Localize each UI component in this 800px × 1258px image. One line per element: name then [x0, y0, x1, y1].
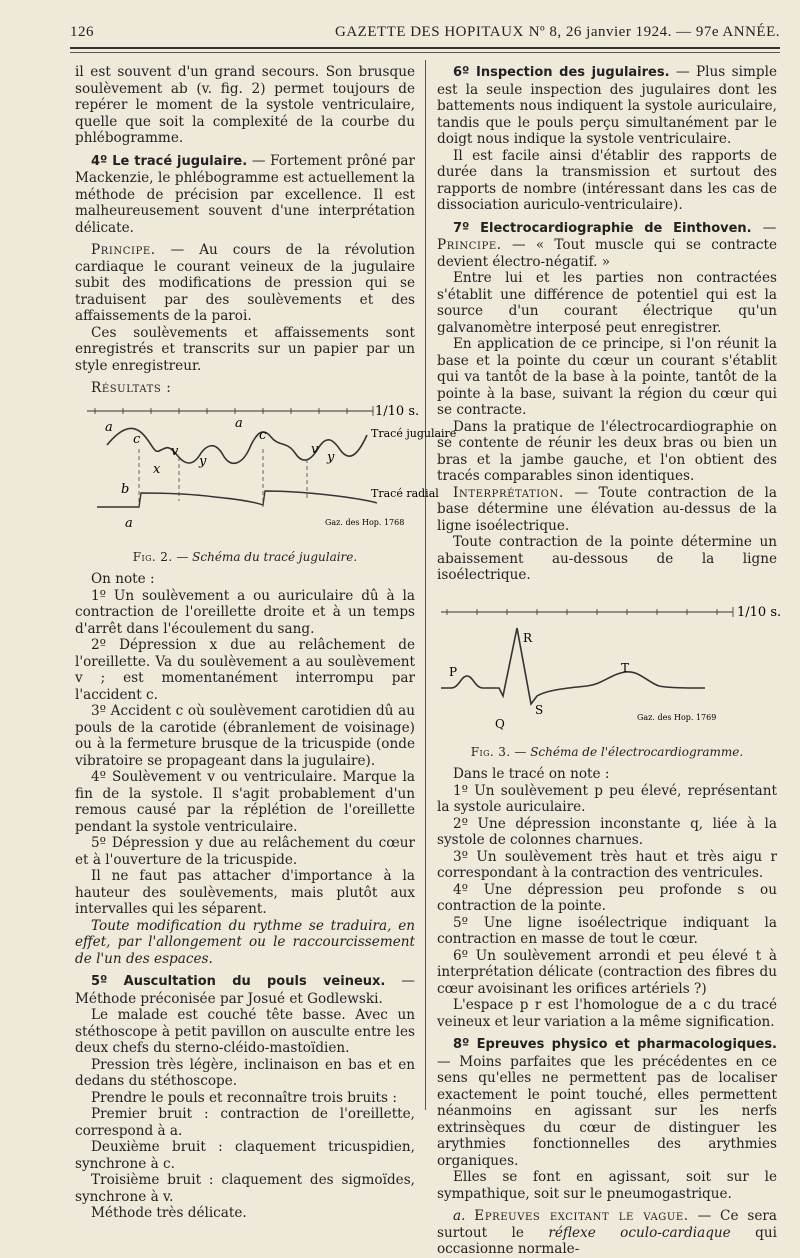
letter-x: x: [153, 461, 161, 477]
subheading: Epreuves excitant le vague.: [474, 1208, 689, 1224]
paragraph: On note :: [91, 571, 155, 587]
section-heading: 6º Inspection des jugulaires.: [453, 65, 670, 80]
paragraph: a. Epreuves excitant le vague. — Ce sera surtout le réflexe oculo-cardiaque qui occasionne normale-: [437, 1208, 777, 1257]
letter-s: S: [535, 702, 544, 717]
figure-credit: Gaz. des Hop. 1768: [325, 517, 405, 527]
paragraph: Interprétation. — Toute contraction de la base détermine une élévation au-dessus de la ligne isoélectrique.: [437, 484, 777, 534]
section-heading: 7º Electrocardiographie de Einthoven.: [453, 220, 752, 236]
paragraph: L'espace p r est l'homologue de a c du tracé veineux et leur variation a la même signification.: [437, 997, 777, 1030]
scale-label: 1/10 s.: [737, 604, 782, 620]
letter-c: c: [133, 431, 141, 447]
paragraph: Ces soulèvements et affaissements sont enregistrés et transcrits sur un papier par un style enregistreur.: [75, 324, 415, 374]
page-number: 126: [70, 24, 94, 40]
ecg-curve: [441, 628, 705, 704]
list-item: 4º Soulèvement v ou ventriculaire. Marque la fin de la systole. Il s'agit probablement d'un remous causé par la réplétion de l'oreillette pendant la systole ventriculaire.: [75, 769, 415, 835]
paragraph: 6º Inspection des jugulaires. — Plus simple est la seule inspection des jugulaires dont les battements nous indiquent la systole auriculaire, tandis que le pouls perçu simultanément par le doigt nous indique la systole ventriculaire.: [437, 64, 777, 147]
paragraph: Toute contraction de la pointe détermine un abaissement au-dessous de la ligne isoélectrique.: [437, 534, 777, 583]
column-divider: [425, 60, 426, 1110]
left-column: [75, 64, 457, 1222]
list-item: 2º Dépression x due au relâchement de l'oreillette. Va du soulèvement a au soulèvement v ; est momentanément interrompu par l'accident c.: [75, 637, 415, 703]
scale-label: 1/10 s.: [375, 403, 420, 419]
paragraph: En application de ce principe, si l'on réunit la base et la pointe du cœur un courant s'établit qui va tantôt de la base à la pointe, tantôt de la pointe à la base, suivant la région du cœur qui se contracte.: [437, 336, 777, 418]
paragraph: Pression très légère, inclinaison en bas et en dedans du stéthoscope.: [75, 1056, 415, 1089]
list-item: 2º Une dépression inconstante q, liée à la systole de colonnes charnues.: [437, 815, 777, 848]
paragraph: Troisième bruit : claquement des sigmoïdes, synchrone à v.: [75, 1172, 415, 1205]
paragraph: Méthode très délicate.: [91, 1205, 247, 1221]
letter-a: a: [125, 515, 133, 531]
letter-p: P: [449, 664, 458, 679]
list-item: 5º Dépression y due au relâchement du cœur et à l'ouverture de la tricuspide.: [75, 835, 415, 868]
letter-t: T: [621, 660, 630, 675]
letter-b: b: [121, 481, 130, 497]
figure-credit: Gaz. des Hop. 1769: [637, 712, 717, 722]
figure-3: [437, 592, 782, 761]
list-item: 4º Une dépression peu profonde s ou contraction de la pointe.: [437, 881, 777, 914]
section-heading: 5º Auscultation du pouls veineux.: [91, 974, 386, 989]
italic-note: Toute modification du rythme se traduira, en effet, par l'allongement ou le raccourcissement de l'un des espaces.: [75, 917, 415, 967]
label-trace-radial: Tracé radial: [371, 486, 439, 500]
letter-c: c: [259, 427, 267, 443]
paragraph: il est souvent d'un grand secours. Son brusque soulèvement ab (v. fig. 2) permet toujours de repérer le moment de la systole ventriculaire, quelle que soit la complexité de la courbe du phlébogramme.: [75, 64, 415, 146]
issue-info: Nº 8, 26 janvier 1924. — 97e ANNÉE.: [528, 24, 780, 40]
paragraph: Dans le tracé on note :: [453, 766, 610, 782]
figure-2: [75, 397, 457, 566]
list-item: 3º Accident c où soulèvement carotidien dû au pouls de la carotide (ébranlement de voisinage) ou à la fermeture brusque de la tricuspide (onde vibratoire se propageant dans la jugulaire).: [75, 703, 415, 769]
header-rule: [70, 47, 780, 49]
ecg-diagram: [437, 592, 782, 742]
figure-caption: Fig. 2. — Schéma du tracé jugulaire.: [132, 549, 358, 564]
letter-q: Q: [495, 716, 505, 731]
subheading: Principe.: [91, 242, 156, 258]
paragraph: 7º Electrocardiographie de Einthoven. — Principe. — « Tout muscle qui se contracte devient électro-négatif. »: [437, 219, 777, 270]
paragraph: Le malade est couché tête basse. Avec un stéthoscope à petit pavillon on ausculte entre les deux chefs du sterno-cléido-mastoïdien.: [75, 1007, 415, 1056]
paragraph: Deuxième bruit : claquement tricuspidien, synchrone à c.: [75, 1139, 415, 1172]
paragraph: Principe. — Au cours de la révolution cardiaque le courant veineux de la jugulaire subit des modifications de pression qui se traduisent par des soulèvements et des affaissements de la paroi.: [75, 242, 415, 324]
letter-a: a: [105, 419, 113, 435]
results-heading: Résultats :: [91, 380, 172, 396]
list-item: 1º Un soulèvement p peu élevé, représentant la systole auriculaire.: [437, 782, 777, 815]
section-heading: 8º Epreuves physico et pharmacologiques.: [453, 1037, 777, 1052]
list-item: 3º Un soulèvement très haut et très aigu r correspondant à la contraction des ventricules.: [437, 848, 777, 881]
paragraph: Il ne faut pas attacher d'importance à la hauteur des soulèvements, mais plutôt aux intervalles qui les séparent.: [75, 868, 415, 917]
list-item: 6º Un soulèvement arrondi et peu élevé t à interprétation délicate (contraction des fibres du cœur avoisinant les orifices artériels ?): [437, 947, 777, 997]
figure-caption: Fig. 3. — Schéma de l'électrocardiogramme.: [470, 744, 744, 759]
letter-y: y: [327, 449, 335, 465]
header-rule-thin: [70, 52, 780, 53]
paragraph: Dans la pratique de l'électrocardiographie on se contente de réunir les deux bras ou bien un bras et la jambe gauche, et l'on obtient des tracés comparables sinon identiques.: [437, 418, 777, 484]
section-heading: 4º Le tracé jugulaire.: [91, 153, 248, 169]
letter-r: R: [523, 630, 533, 645]
letter-y: y: [199, 453, 207, 469]
right-column: [437, 64, 782, 1258]
paragraph: Premier bruit : contraction de l'oreillette, correspond à a.: [75, 1106, 415, 1139]
letter-v: v: [171, 443, 179, 459]
journal-title: GAZETTE DES HOPITAUX: [335, 24, 524, 40]
paragraph: 8º Epreuves physico et pharmacologiques. — Moins parfaites que les précédentes en ce sens qu'elles ne permettent pas de localiser exactement le point touché, elles permettent néanmoins en agissant sur les nerfs extrinsèques du cœur de distinguer les arythmies fonctionnelles des arythmies organiques.: [437, 1037, 777, 1169]
label-trace-jugulaire: Tracé jugulaire: [371, 426, 457, 440]
paragraph: Il est facile ainsi d'établir des rapports de durée dans la transmission et surtout des rapports de nombre (intéressant dans les cas de dissociation auriculo-ventriculaire).: [437, 147, 777, 213]
list-item: 1º Un soulèvement a ou auriculaire dû à la contraction de l'oreillette droite et à un temps d'arrêt dans l'écoulement du sang.: [75, 587, 415, 637]
letter-a: a: [235, 415, 243, 431]
paragraph: 5º Auscultation du pouls veineux. — Méthode préconisée par Josué et Godlewski.: [75, 973, 415, 1007]
subheading: Interprétation.: [453, 484, 564, 501]
paragraph: 4º Le tracé jugulaire. — Fortement prôné par Mackenzie, le phlébogramme est actuellement la méthode de précision par excellence. Il est malheureusement souvent d'une interprétation délicate.: [75, 152, 415, 236]
paragraph: Entre lui et les parties non contractées s'établit une différence de potentiel qui est la source d'un courant électrique qu'un galvanomètre interposé peut enregistrer.: [437, 270, 777, 336]
list-item: 5º Une ligne isoélectrique indiquant la contraction en masse de tout le cœur.: [437, 914, 777, 947]
jugular-trace-diagram: [75, 397, 457, 547]
page-header: [70, 24, 780, 44]
paragraph: Prendre le pouls et reconnaître trois bruits :: [91, 1089, 397, 1106]
letter-v: v: [311, 441, 319, 457]
paragraph: Elles se font en agissant, soit sur le sympathique, soit sur le pneumogastrique.: [437, 1169, 777, 1202]
